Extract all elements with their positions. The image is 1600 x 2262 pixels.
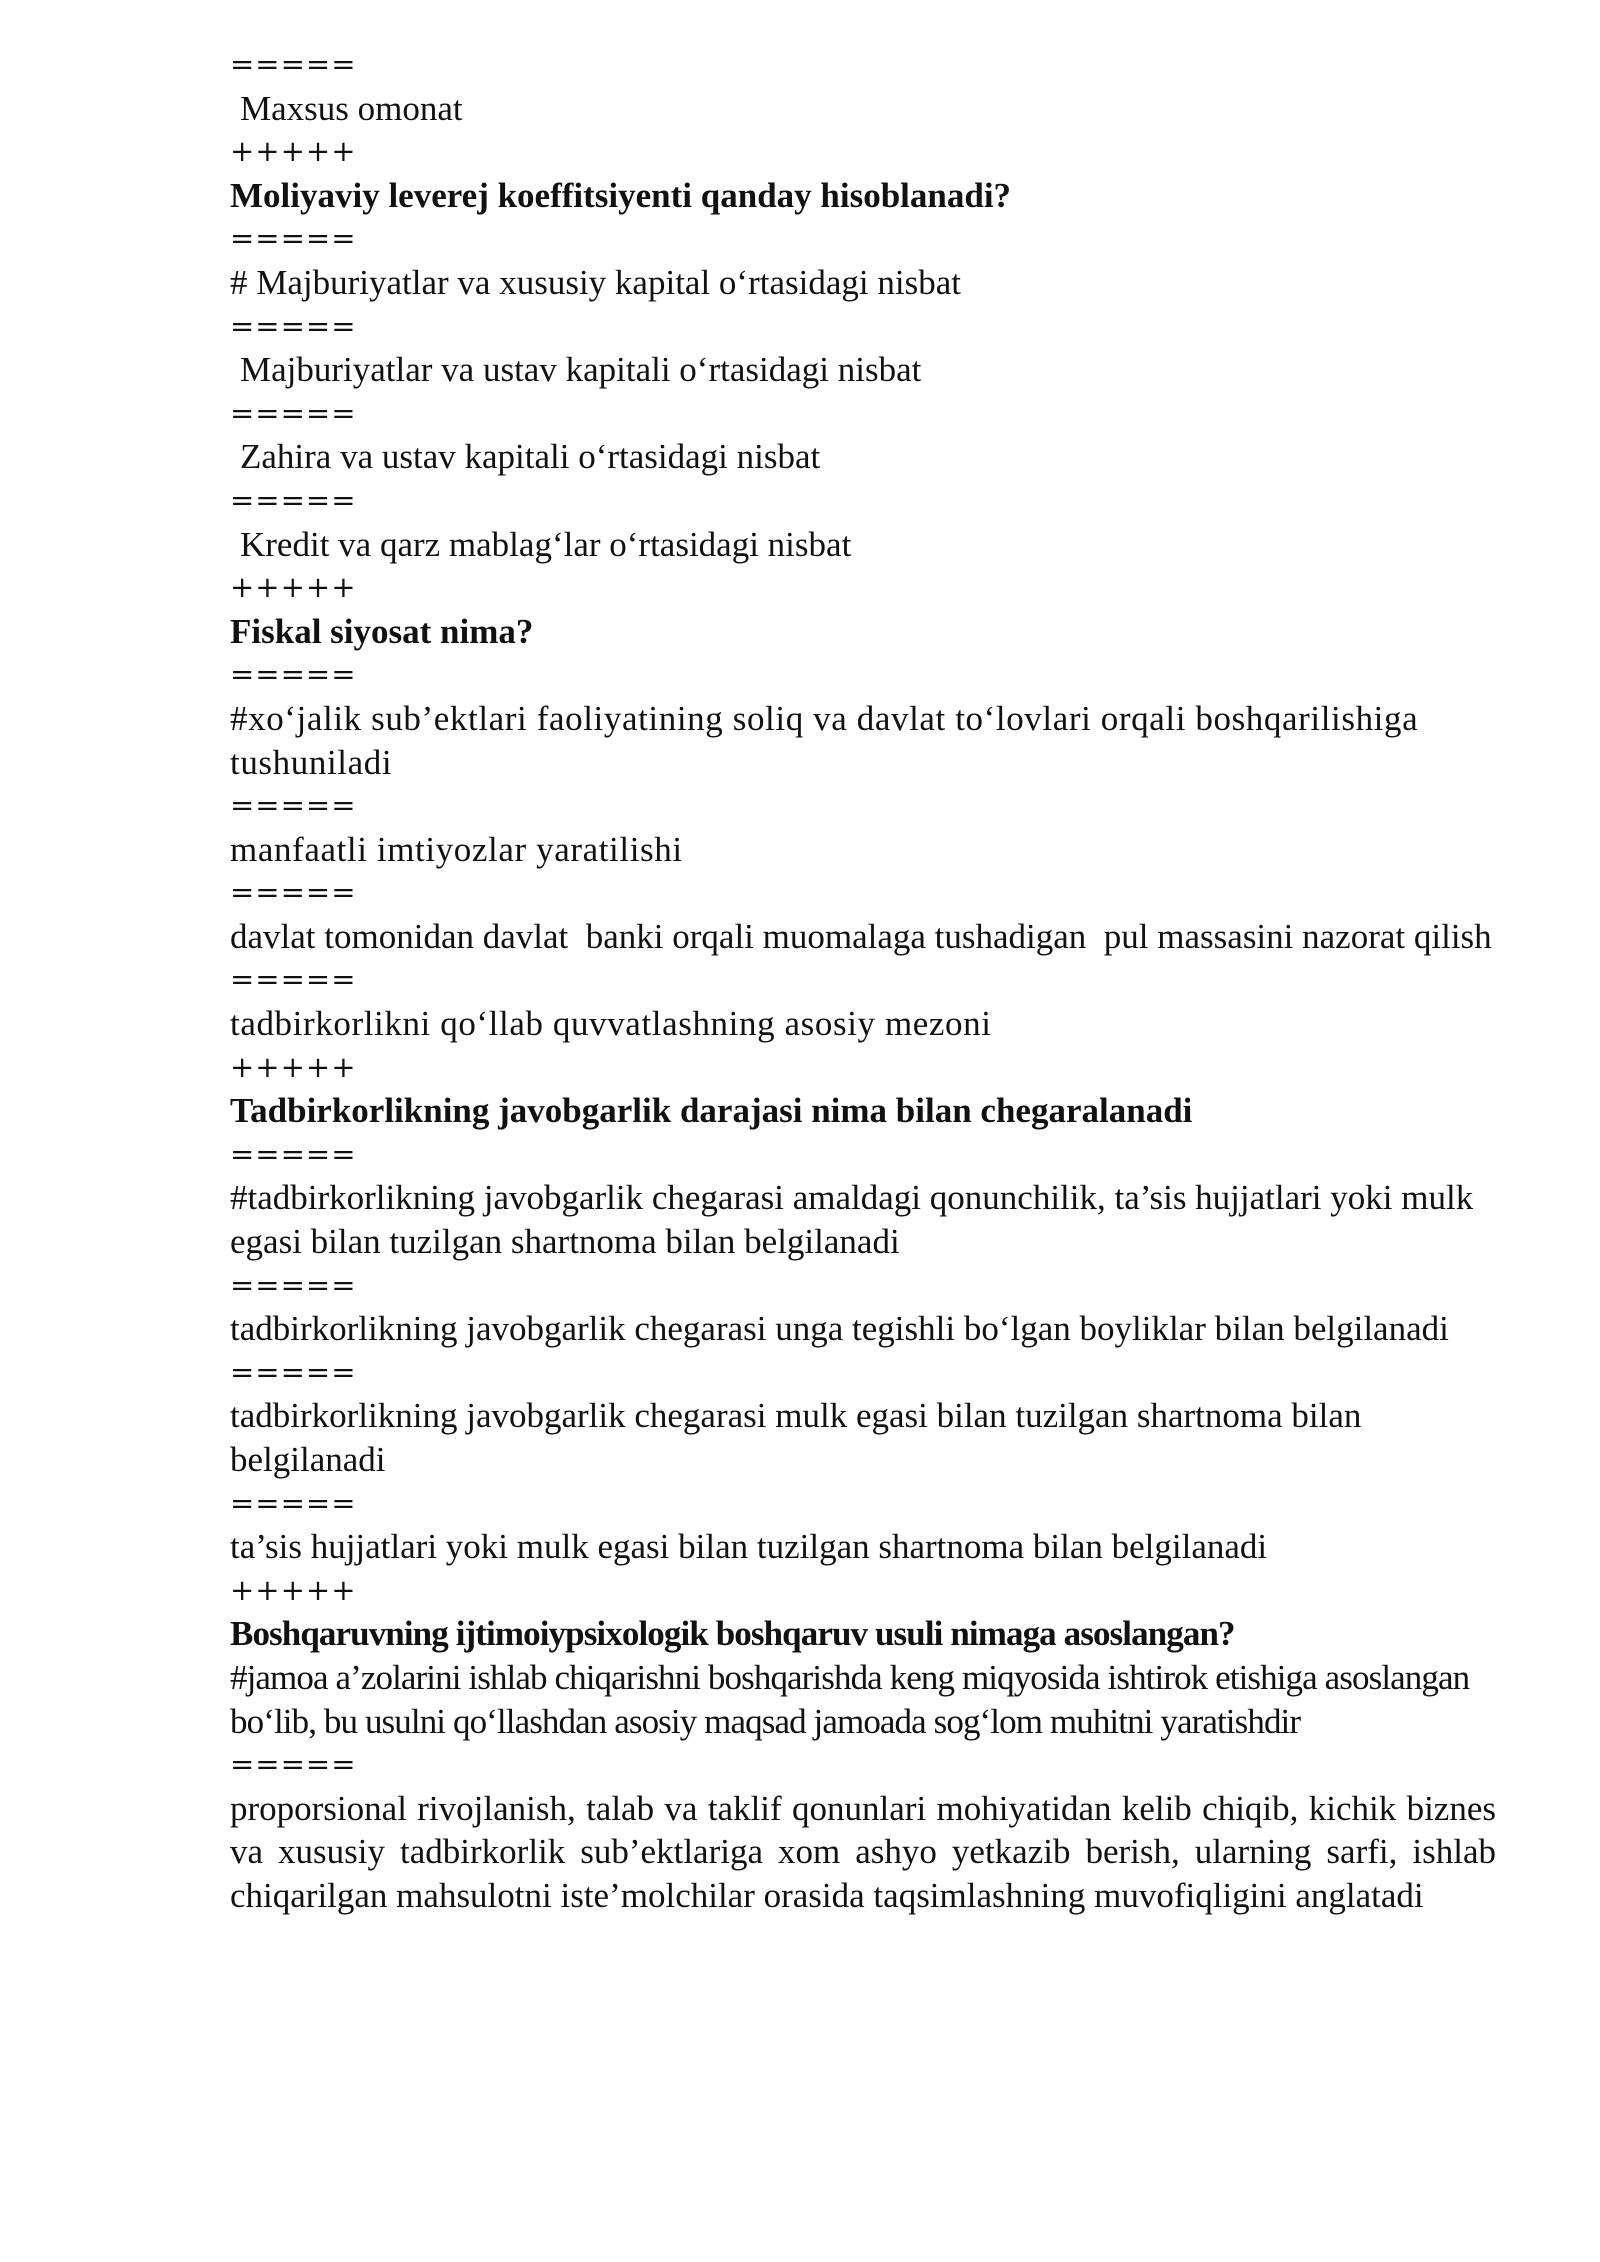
answer-option: Kredit va qarz mablagʻlar oʻrtasidagi nisbat (240, 524, 852, 564)
question-text: Tadbirkorlikning javobgarlik darajasi nima bilan chegaralanadi (230, 1091, 1193, 1131)
answer-option: Majburiyatlar va ustav kapitali oʻrtasidagi nisbat (240, 350, 922, 390)
separator-marker: ===== (230, 1136, 357, 1171)
separator-marker: ===== (230, 875, 357, 910)
separator-marker: ===== (230, 221, 357, 256)
separator-marker: +++++ (230, 1572, 357, 1607)
question-text: Boshqaruvning ijtimoiypsixologik boshqaruv usuli nimaga asoslangan? (230, 1614, 1235, 1654)
answer-option: tadbirkorlikni qoʻllab quvvatlashning asosiy mezoni (230, 1004, 992, 1044)
separator-marker: ===== (230, 962, 357, 997)
separator-marker: +++++ (230, 570, 357, 605)
separator-marker: ===== (230, 47, 357, 81)
separator-marker: ===== (230, 395, 357, 430)
answer-option: tadbirkorlikning javobgarlik chegarasi unga tegishli boʻlgan boyliklar bilan belgilanadi (230, 1309, 1449, 1349)
document-page (230, 43, 1505, 1918)
answer-option: proporsional rivojlanish, talab va taklif qonunlari mohiyatidan kelib chiqib, kichik biznes va xususiy tadbirkorlik sub’ektlariga xom ashyo yetkazib berish, ularning sarfi, ishlab chiqarilgan mahsulotni iste’molchilar orasida taqsimlashning muvofiqligini anglatadi (230, 1788, 1505, 1915)
question-text: Fiskal siyosat nima? (230, 611, 534, 651)
answer-option: #tadbirkorlikning javobgarlik chegarasi amaldagi qonunchilik, ta’sis hujjatlari yoki mulk egasi bilan tuzilgan shartnoma bilan belgilanadi (230, 1178, 1482, 1262)
separator-marker: ===== (230, 482, 357, 517)
question-text: Moliyaviy leverej koeffitsiyenti qanday hisoblanadi? (230, 175, 1012, 215)
answer-option: tadbirkorlikning javobgarlik chegarasi mulk egasi bilan tuzilgan shartnoma bilan belgilanadi (230, 1396, 1371, 1479)
answer-option: ta’sis hujjatlari yoki mulk egasi bilan tuzilgan shartnoma bilan belgilanadi (230, 1527, 1268, 1567)
separator-marker: +++++ (230, 1049, 357, 1084)
separator-marker: ===== (230, 1485, 357, 1520)
answer-option: Zahira va ustav kapitali oʻrtasidagi nisbat (240, 437, 821, 477)
separator-marker: ===== (230, 1747, 357, 1782)
answer-option: davlat tomonidan davlat banki orqali muomalaga tushadigan pul massasini nazorat qilish (230, 916, 1492, 956)
answer-option: manfaatli imtiyozlar yaratilishi (230, 829, 683, 869)
answer-option: #xoʻjalik sub’ektlari faoliyatining soliq va davlat toʻlovlari orqali boshqarilishiga tushuniladi (230, 698, 1428, 782)
separator-marker: ===== (230, 788, 357, 823)
separator-marker: ===== (230, 657, 357, 692)
separator-marker: ===== (230, 1267, 357, 1302)
answer-option: # Majburiyatlar va xususiy kapital oʻrtasidagi nisbat (230, 262, 961, 302)
separator-marker: ===== (230, 308, 357, 343)
answer-option: #jamoa a’zolarini ishlab chiqarishni boshqarishda keng miqyosida ishtirok etishiga asoslangan boʻlib, bu usulni qoʻllashdan asosiy maqsad jamoada sogʻlom muhitni yaratishdir (230, 1657, 1478, 1741)
separator-marker: +++++ (230, 134, 357, 169)
answer-option: Maxsus omonat (240, 88, 463, 128)
separator-marker: ===== (230, 1354, 357, 1389)
